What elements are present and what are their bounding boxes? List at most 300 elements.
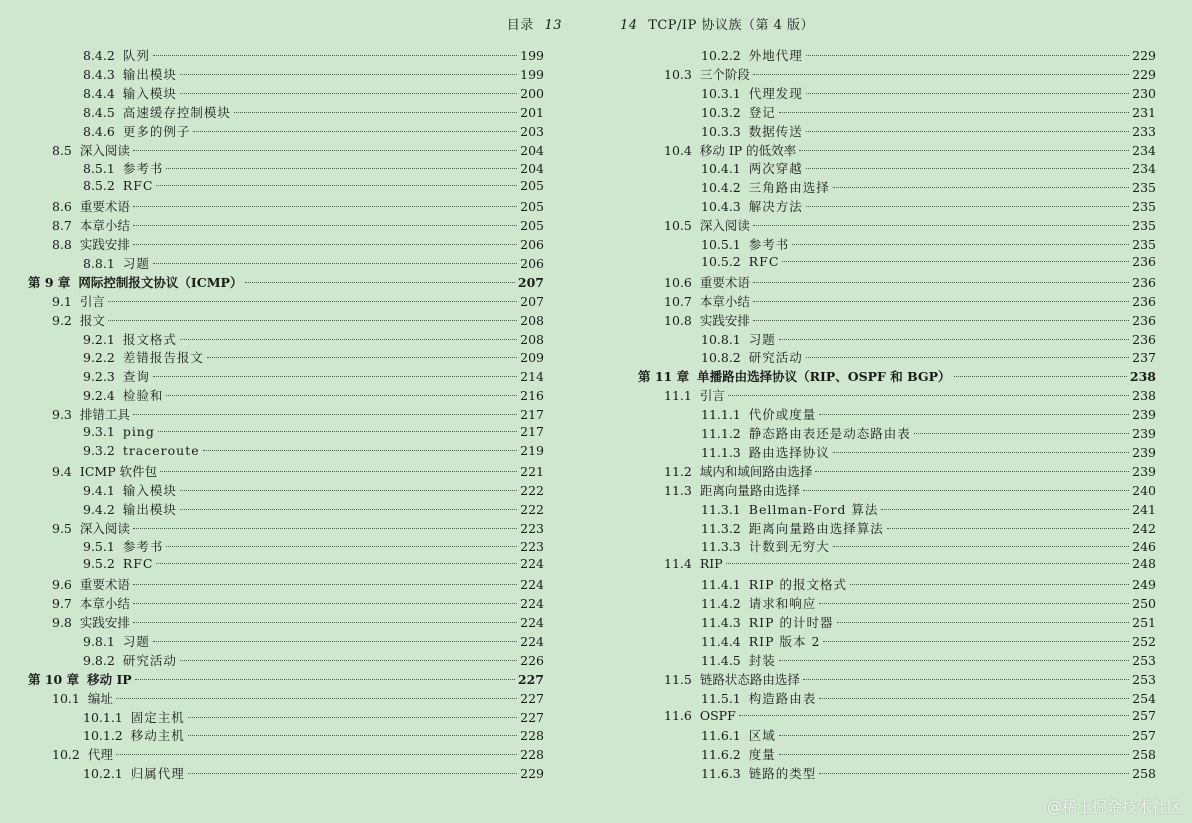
toc-entry-title: 域内和域间路由选择: [699, 463, 813, 479]
toc-entry-title: RIP: [699, 556, 723, 572]
toc-entry-title: 报文: [79, 312, 105, 328]
toc-entry-title: 度量: [748, 747, 776, 763]
toc-entry-number: 10.4.3: [701, 199, 741, 215]
toc-entry-number: 第 9 章: [28, 274, 71, 290]
dot-leader: [116, 753, 517, 755]
dot-leader: [193, 130, 517, 132]
toc-entry-title: 构造路由表: [748, 690, 817, 706]
toc-entry-title: 深入阅读: [79, 520, 130, 536]
toc-subsection-entry: [0, 103, 596, 121]
right-page: [596, 0, 1192, 823]
toc-subsection-entry: [596, 594, 1192, 612]
dot-leader: [133, 205, 517, 207]
toc-entry-number: 10.7: [664, 293, 692, 309]
toc-entry-page: 224: [520, 577, 544, 593]
toc-entry-title: 重要术语: [699, 274, 750, 290]
dot-leader: [180, 92, 517, 94]
dot-leader: [753, 73, 1129, 75]
toc-entry-page: 235: [1132, 180, 1156, 196]
toc-entry-number: 11.1.2: [701, 426, 741, 441]
toc-entry-number: 11.3.3: [701, 539, 741, 555]
toc-entry-page: 242: [1132, 520, 1156, 536]
dot-leader: [188, 734, 517, 736]
toc-section-entry: [596, 273, 1192, 291]
toc-subsection-entry: [0, 159, 596, 177]
dot-leader: [153, 640, 517, 642]
toc-entry-page: 230: [1132, 85, 1156, 101]
toc-section-entry: [0, 745, 596, 763]
toc-entry-page: 234: [1132, 161, 1156, 177]
toc-entry-title: ping: [122, 424, 155, 439]
toc-subsection-entry: [596, 632, 1192, 650]
toc-entry-title: 距离向量路由选择: [699, 482, 800, 498]
dot-leader: [234, 111, 517, 113]
toc-entry-title: 本章小结: [79, 218, 130, 234]
toc-entry-number: 11.2: [664, 463, 692, 479]
toc-entry-number: 11.6: [664, 707, 692, 723]
toc-entry-page: 234: [1132, 142, 1156, 158]
toc-entry-title: 习题: [122, 633, 150, 649]
toc-entry-page: 257: [1132, 728, 1156, 744]
toc-entry-page: 228: [520, 747, 544, 763]
toc-subsection-entry: [0, 178, 596, 196]
toc-entry-page: 254: [1132, 690, 1156, 706]
toc-entry-number: 10.6: [664, 274, 692, 290]
toc-subsection-entry: [596, 424, 1192, 442]
toc-subsection-entry: [0, 330, 596, 348]
dot-leader: [833, 545, 1129, 547]
dot-leader: [806, 356, 1129, 358]
toc-entry-page: 201: [520, 104, 544, 120]
toc-subsection-entry: [0, 424, 596, 442]
dot-leader: [806, 130, 1129, 132]
dot-leader: [108, 319, 517, 321]
toc-entry-number: 8.8: [52, 237, 72, 252]
header-label: 目录: [506, 18, 534, 33]
dot-leader: [207, 356, 517, 358]
toc-entry-number: 8.7: [52, 218, 72, 234]
toc-entry-page: 207: [520, 293, 544, 309]
toc-subsection-entry: [596, 159, 1192, 177]
toc-entry-title: 数据传送: [748, 123, 803, 139]
toc-entry-number: 10.5.1: [701, 237, 741, 252]
toc-entry-title: 两次穿越: [748, 161, 803, 177]
toc-entry-page: 209: [520, 350, 544, 366]
toc-entry-title: 封装: [748, 652, 776, 668]
dot-leader: [188, 772, 517, 774]
dot-leader: [819, 772, 1129, 774]
toc-entry-title: 静态路由表还是动态路由表: [748, 426, 911, 441]
toc-entry-number: 8.6: [52, 199, 72, 215]
toc-entry-page: 204: [520, 142, 544, 158]
toc-section-entry: [596, 386, 1192, 404]
toc-entry-title: 引言: [79, 293, 105, 309]
toc-entry-number: 10.3.2: [701, 104, 741, 120]
toc-entry-title: 三角路由选择: [748, 180, 830, 196]
toc-entry-number: 11.6.1: [701, 728, 741, 744]
toc-entry-title: 排错工具: [79, 407, 130, 423]
dot-leader: [792, 243, 1129, 245]
toc-section-entry: [596, 670, 1192, 688]
dot-leader: [819, 413, 1129, 415]
dot-leader: [739, 714, 1129, 716]
toc-entry-number: 11.1: [664, 388, 692, 404]
toc-entry-number: 11.5: [664, 671, 692, 687]
toc-subsection-entry: [0, 764, 596, 782]
toc-entry-page: 222: [520, 501, 544, 517]
toc-entry-title: 链路状态路由选择: [699, 671, 800, 687]
toc-entry-number: 11.4.5: [701, 652, 741, 668]
dot-leader: [779, 111, 1129, 113]
dot-leader: [726, 562, 1130, 564]
toc-section-entry: [0, 575, 596, 593]
toc-section-entry: [0, 235, 596, 253]
dot-leader: [153, 54, 517, 56]
toc-subsection-entry: [0, 632, 596, 650]
toc-entry-number: 9.2: [52, 312, 72, 328]
toc-entry-title: 移动 IP 的低效率: [699, 142, 797, 158]
dot-leader: [803, 489, 1129, 491]
toc-entry-title: 编址: [87, 690, 113, 706]
toc-entry-page: 227: [520, 709, 544, 725]
toc-section-entry: [596, 708, 1192, 726]
toc-entry-page: 229: [520, 766, 544, 782]
toc-entry-number: 第 10 章: [28, 671, 80, 687]
dot-leader: [803, 678, 1129, 680]
toc-entry-title: 移动主机: [130, 728, 185, 744]
toc-section-entry: [0, 613, 596, 631]
toc-entry-page: 236: [1132, 312, 1156, 328]
toc-subsection-entry: [596, 178, 1192, 196]
toc-entry-page: 224: [520, 615, 544, 630]
toc-subsection-entry: [0, 386, 596, 404]
toc-entry-page: 222: [520, 482, 544, 498]
toc-entry-page: 248: [1132, 556, 1156, 572]
toc-entry-title: 引言: [699, 388, 725, 404]
toc-entry-page: 239: [1132, 463, 1156, 479]
toc-subsection-entry: [0, 708, 596, 726]
toc-subsection-entry: [0, 46, 596, 64]
toc-entry-page: 236: [1132, 331, 1156, 347]
toc-entry-page: 204: [520, 161, 544, 177]
toc-entry-title: 习题: [122, 255, 150, 271]
toc-entry-title: 研究活动: [122, 652, 177, 668]
toc-entry-title: RFC: [748, 253, 780, 269]
toc-entry-number: 10.3: [664, 66, 692, 82]
toc-subsection-entry: [596, 254, 1192, 272]
dot-leader: [166, 167, 517, 169]
dot-leader: [806, 54, 1129, 56]
toc-entry-title: RFC: [122, 178, 154, 194]
toc-entry-title: 参考书: [122, 161, 164, 177]
toc-entry-number: 11.3.2: [701, 520, 741, 536]
dot-leader: [166, 545, 517, 547]
toc-subsection-entry: [0, 651, 596, 669]
toc-entry-title: RIP 的计时器: [748, 615, 834, 630]
toc-entry-title: 单播路由选择协议（RIP、OSPF 和 BGP）: [697, 369, 951, 385]
dot-leader: [753, 224, 1129, 226]
toc-subsection-entry: [0, 556, 596, 574]
toc-entry-title: 查询: [122, 369, 150, 385]
toc-entry-page: 229: [1132, 66, 1156, 82]
toc-entry-page: 224: [520, 556, 544, 572]
toc-entry-title: OSPF: [699, 707, 736, 723]
toc-subsection-entry: [596, 689, 1192, 707]
dot-leader: [116, 697, 517, 699]
toc-section-entry: [0, 519, 596, 537]
toc-section-entry: [0, 311, 596, 329]
toc-entry-page: 258: [1132, 747, 1156, 763]
toc-entry-title: 代理: [87, 747, 113, 763]
dot-leader: [133, 413, 517, 415]
toc-entry-number: 10.4: [664, 142, 692, 158]
toc-entry-number: 第 11 章: [638, 369, 690, 385]
toc-entry-title: 差错报告报文: [122, 350, 204, 366]
toc-section-entry: [596, 462, 1192, 480]
toc-entry-page: 227: [517, 671, 544, 687]
toc-entry-page: 235: [1132, 218, 1156, 234]
toc-entry-number: 11.6.2: [701, 747, 741, 763]
toc-entry-number: 9.4.1: [83, 482, 115, 498]
toc-entry-title: 重要术语: [79, 577, 130, 593]
dot-leader: [753, 319, 1129, 321]
toc-section-entry: [0, 594, 596, 612]
toc-subsection-entry: [0, 65, 596, 83]
toc-subsection-entry: [596, 575, 1192, 593]
toc-entry-page: 239: [1132, 426, 1156, 441]
toc-entry-number: 10.3.1: [701, 85, 741, 101]
toc-section-entry: [0, 216, 596, 234]
toc-entry-title: 深入阅读: [699, 218, 750, 234]
toc-subsection-entry: [596, 405, 1192, 423]
toc-entry-title: 外地代理: [748, 48, 803, 63]
toc-entry-page: 246: [1132, 539, 1156, 555]
toc-entry-page: 214: [520, 369, 544, 385]
header-page-number: 14: [620, 18, 638, 33]
toc-entry-number: 9.3.1: [83, 424, 115, 439]
toc-entry-number: 10.1.1: [83, 709, 123, 725]
dot-leader: [108, 300, 517, 302]
dot-leader: [180, 73, 517, 75]
toc-subsection-entry: [0, 367, 596, 385]
toc-entry-page: 205: [520, 178, 544, 194]
toc-subsection-entry: [596, 500, 1192, 518]
toc-entry-title: 参考书: [748, 237, 790, 252]
toc-entry-title: 移动 IP: [87, 671, 132, 687]
toc-entry-title: 请求和响应: [748, 596, 817, 612]
dot-leader: [799, 149, 1129, 151]
dot-leader: [753, 300, 1129, 302]
toc-section-entry: [0, 462, 596, 480]
toc-entry-number: 8.5.1: [83, 161, 115, 177]
toc-entry-page: 236: [1132, 253, 1156, 269]
toc-entry-number: 10.3.3: [701, 123, 741, 139]
header-page-number: 13: [544, 18, 562, 33]
toc-entry-title: 输入模块: [122, 85, 177, 101]
toc-entry-number: 11.4.1: [701, 577, 741, 593]
dot-leader: [881, 508, 1129, 510]
dot-leader: [806, 205, 1129, 207]
toc-entry-number: 10.2: [52, 747, 80, 763]
toc-entry-title: 深入阅读: [79, 142, 130, 158]
toc-entry-title: 报文格式: [122, 331, 177, 347]
toc-entry-title: 固定主机: [130, 709, 185, 725]
toc-entry-page: 208: [520, 331, 544, 347]
left-page-header: [507, 14, 568, 33]
toc-entry-page: 251: [1132, 615, 1156, 630]
toc-entry-page: 227: [520, 690, 544, 706]
toc-entry-number: 9.5: [52, 520, 72, 536]
toc-entry-number: 11.5.1: [701, 690, 741, 706]
dot-leader: [753, 281, 1129, 283]
toc-entry-number: 10.4.2: [701, 180, 741, 196]
toc-entry-number: 8.8.1: [83, 255, 115, 271]
toc-entry-title: 实践安排: [79, 237, 130, 252]
toc-entry-title: 计数到无穷大: [748, 539, 830, 555]
dot-leader: [156, 184, 517, 186]
dot-leader: [135, 678, 515, 680]
dot-leader: [782, 260, 1129, 262]
toc-entry-number: 10.2.1: [83, 766, 123, 782]
toc-entry-title: 输出模块: [122, 501, 177, 517]
toc-entry-page: 229: [1132, 48, 1156, 63]
toc-entry-number: 10.5.2: [701, 253, 741, 269]
toc-entry-title: ICMP 软件包: [79, 463, 158, 479]
toc-chapter-entry: [0, 670, 596, 688]
dot-leader: [203, 449, 518, 451]
toc-entry-title: 归属代理: [130, 766, 185, 782]
toc-entry-number: 9.4.2: [83, 501, 115, 517]
toc-subsection-entry: [0, 84, 596, 102]
toc-entry-number: 9.8: [52, 615, 72, 630]
toc-entry-title: RIP 的报文格式: [748, 577, 847, 593]
header-label: TCP/IP 协议族（第 4 版）: [648, 18, 814, 33]
toc-subsection-entry: [596, 348, 1192, 366]
toc-entry-page: 217: [520, 424, 544, 439]
toc-section-entry: [0, 405, 596, 423]
toc-entry-page: 205: [520, 218, 544, 234]
toc-entry-title: 三个阶段: [699, 66, 750, 82]
toc-entry-page: 199: [520, 66, 544, 82]
toc-entry-page: 200: [520, 85, 544, 101]
toc-entry-page: 231: [1132, 104, 1156, 120]
toc-entry-number: 9.3.2: [83, 442, 115, 458]
dot-leader: [133, 149, 517, 151]
dot-leader: [914, 432, 1129, 434]
toc-section-entry: [0, 197, 596, 215]
dot-leader: [133, 243, 517, 245]
toc-entry-page: 253: [1132, 652, 1156, 668]
toc-subsection-entry: [0, 348, 596, 366]
toc-chapter-entry: [596, 367, 1192, 385]
toc-entry-title: 网际控制报文协议（ICMP）: [78, 274, 243, 290]
dot-leader: [245, 281, 514, 283]
toc-subsection-entry: [596, 613, 1192, 631]
toc-entry-number: 9.6: [52, 577, 72, 593]
dot-leader: [180, 338, 517, 340]
toc-subsection-entry: [596, 122, 1192, 140]
toc-entry-number: 9.8.1: [83, 633, 115, 649]
toc-entry-page: 221: [520, 463, 544, 479]
toc-entry-title: 登记: [748, 104, 776, 120]
toc-entry-number: 9.7: [52, 596, 72, 612]
toc-subsection-entry: [0, 537, 596, 555]
toc-entry-number: 10.8.1: [701, 331, 741, 347]
dot-leader: [166, 394, 517, 396]
toc-entry-page: 233: [1132, 123, 1156, 139]
toc-entry-title: 路由选择协议: [748, 444, 830, 460]
toc-entry-page: 226: [520, 652, 544, 668]
toc-entry-title: 区域: [748, 728, 776, 744]
toc-entry-number: 8.4.4: [83, 85, 115, 101]
toc-entry-page: 238: [1129, 369, 1156, 385]
toc-section-entry: [0, 141, 596, 159]
toc-subsection-entry: [0, 254, 596, 272]
toc-entry-title: 实践安排: [699, 312, 750, 328]
toc-entry-number: 11.4.4: [701, 633, 741, 649]
toc-chapter-entry: [0, 273, 596, 291]
toc-entry-number: 9.8.2: [83, 652, 115, 668]
toc-entry-page: 239: [1132, 407, 1156, 423]
toc-entry-title: 链路的类型: [748, 766, 817, 782]
toc-entry-number: 10.1.2: [83, 728, 123, 744]
dot-leader: [823, 640, 1129, 642]
toc-entry-page: 249: [1132, 577, 1156, 593]
toc-section-entry: [0, 292, 596, 310]
dot-leader: [158, 430, 517, 432]
toc-entry-number: 11.4.3: [701, 615, 741, 630]
toc-entry-number: 9.5.2: [83, 556, 115, 572]
toc-entry-page: 253: [1132, 671, 1156, 687]
toc-entry-number: 9.1: [52, 293, 72, 309]
toc-entry-title: RFC: [122, 556, 154, 572]
toc-entry-number: 9.2.4: [83, 388, 115, 404]
toc-entry-page: 219: [520, 442, 544, 458]
right-page-header: [614, 14, 814, 33]
toc-entry-title: 输出模块: [122, 66, 177, 82]
toc-subsection-entry: [596, 103, 1192, 121]
toc-section-entry: [0, 689, 596, 707]
toc-subsection-entry: [596, 726, 1192, 744]
dot-leader: [850, 583, 1129, 585]
toc-section-entry: [596, 216, 1192, 234]
dot-leader: [180, 508, 517, 510]
toc-entry-number: 10.8: [664, 312, 692, 328]
toc-entry-number: 8.4.5: [83, 104, 115, 120]
toc-entry-page: 236: [1132, 293, 1156, 309]
toc-entry-title: traceroute: [122, 442, 200, 458]
watermark: @稀土掘金技术社区: [1046, 798, 1182, 816]
toc-entry-number: 9.5.1: [83, 539, 115, 555]
toc-entry-title: 习题: [748, 331, 776, 347]
toc-section-entry: [596, 481, 1192, 499]
dot-leader: [815, 470, 1129, 472]
toc-entry-page: 205: [520, 199, 544, 215]
toc-entry-number: 8.5: [52, 142, 72, 158]
toc-section-entry: [596, 65, 1192, 83]
toc-subsection-entry: [0, 500, 596, 518]
toc-subsection-entry: [596, 651, 1192, 669]
toc-subsection-entry: [0, 443, 596, 461]
toc-entry-number: 10.8.2: [701, 350, 741, 366]
dot-leader: [180, 659, 517, 661]
toc-entry-title: 高速缓存控制模块: [122, 104, 231, 120]
toc-entry-page: 224: [520, 633, 544, 649]
dot-leader: [833, 186, 1129, 188]
dot-leader: [779, 659, 1129, 661]
toc-entry-page: 258: [1132, 766, 1156, 782]
toc-section-entry: [596, 292, 1192, 310]
